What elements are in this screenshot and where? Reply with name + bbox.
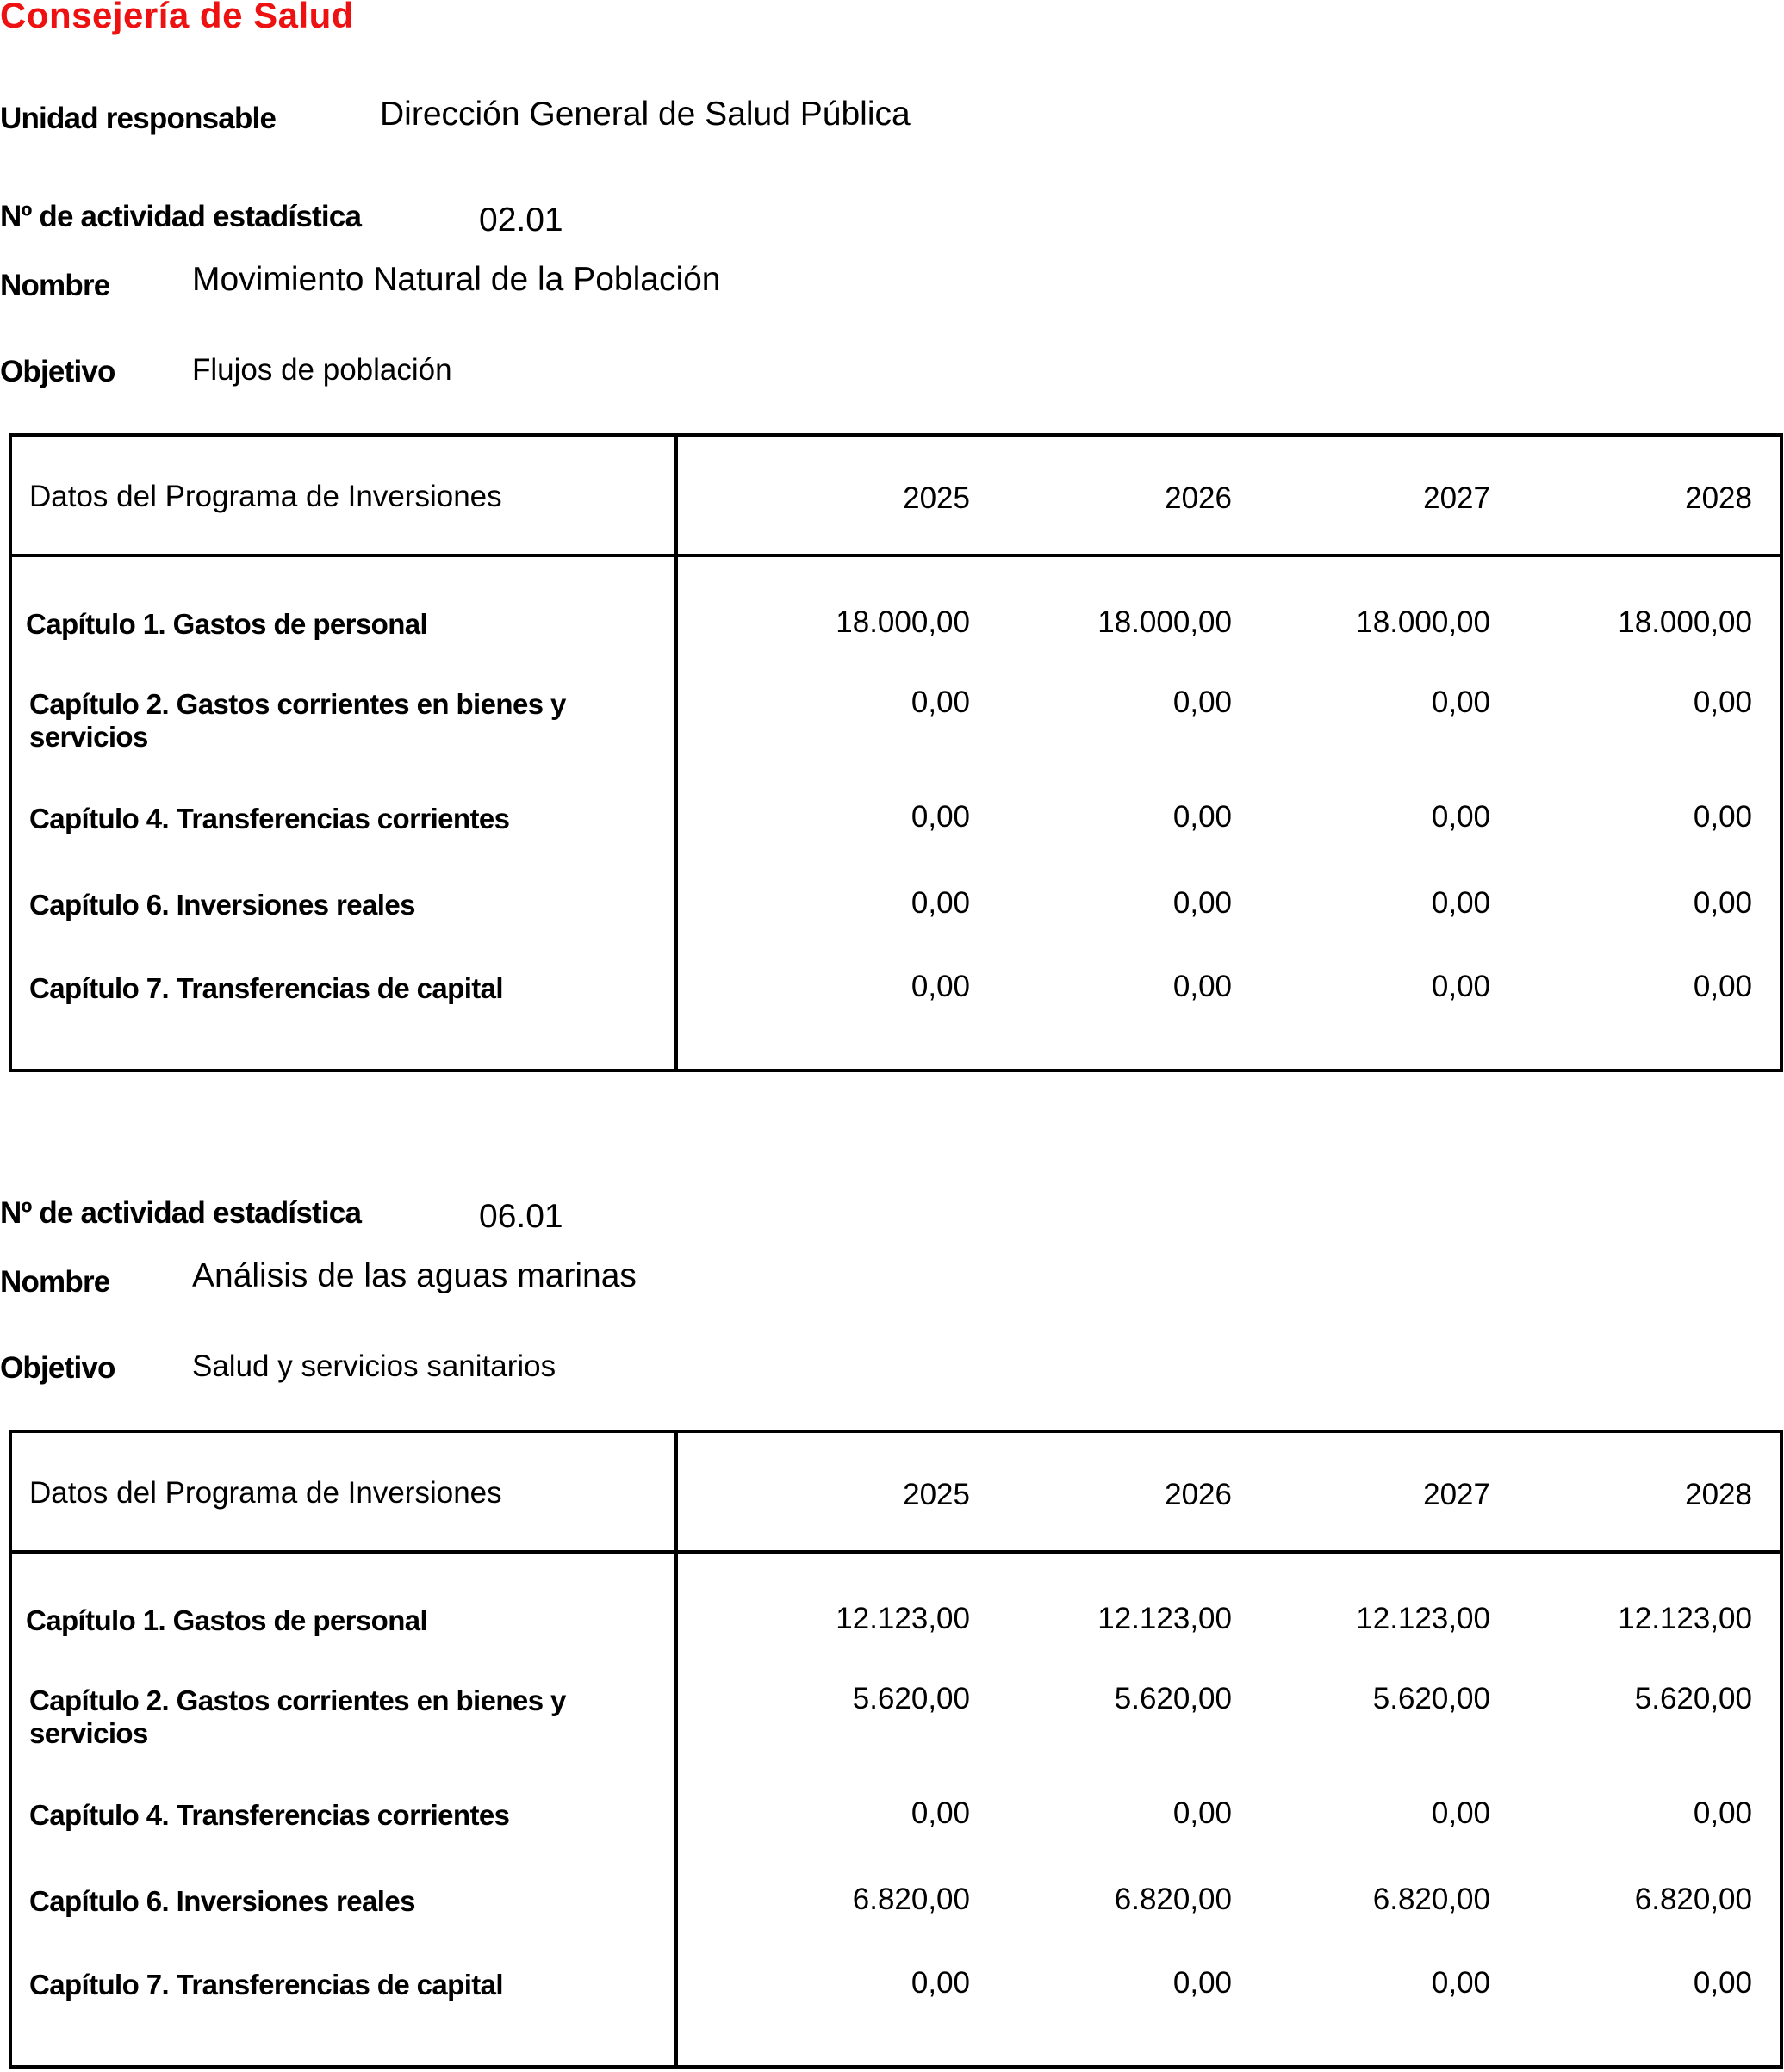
- row-label: Capítulo 6. Inversiones reales: [29, 1885, 415, 1917]
- activity-name-label: Nombre: [0, 1265, 110, 1299]
- row-value: 0,00: [1693, 685, 1752, 719]
- row-value: 6.820,00: [1114, 1883, 1232, 1916]
- activity-objective-value: Salud y servicios sanitarios: [192, 1349, 556, 1383]
- row-value: 0,00: [1172, 1966, 1232, 2000]
- row-value: 0,00: [1693, 1796, 1752, 1830]
- header-divider: [12, 554, 1780, 557]
- unidad-value: Dirección General de Salud Pública: [380, 96, 911, 133]
- unidad-label: Unidad responsable: [0, 102, 277, 135]
- year-header: 2026: [1165, 1478, 1232, 1511]
- row-value: 12.123,00: [1097, 1602, 1232, 1635]
- row-label: Capítulo 7. Transferencias de capital: [29, 972, 503, 1004]
- row-value: 0,00: [1693, 970, 1752, 1003]
- row-value: 0,00: [911, 800, 970, 834]
- row-value: 0,00: [1172, 1796, 1232, 1830]
- column-divider: [674, 1433, 678, 2065]
- activity-number-value: 06.01: [479, 1198, 563, 1235]
- row-value: 0,00: [1693, 1966, 1752, 2000]
- row-value: 0,00: [1172, 886, 1232, 920]
- row-label: Capítulo 4. Transferencias corrientes: [29, 803, 510, 834]
- row-label: Capítulo 7. Transferencias de capital: [29, 1969, 503, 2001]
- row-value: 18.000,00: [1618, 605, 1752, 639]
- row-value: 0,00: [1172, 970, 1232, 1003]
- row-value: 0,00: [1431, 800, 1490, 834]
- activity-number-label: Nº de actividad estadística: [0, 200, 362, 233]
- row-label: Capítulo 4. Transferencias corrientes: [29, 1799, 510, 1831]
- row-value: 0,00: [911, 1796, 970, 1830]
- row-value: 0,00: [911, 1966, 970, 2000]
- row-value: 0,00: [1431, 886, 1490, 920]
- row-value: 5.620,00: [1372, 1682, 1490, 1715]
- row-value: 0,00: [1172, 685, 1232, 719]
- year-header: 2025: [903, 481, 970, 515]
- row-label: Capítulo 2. Gastos corrientes en bienes y servicios: [29, 1684, 566, 1749]
- row-value: 18.000,00: [836, 605, 970, 639]
- row-label: Capítulo 1. Gastos de personal: [26, 608, 428, 640]
- row-value: 5.620,00: [1114, 1682, 1232, 1715]
- investment-table: [9, 433, 1783, 1072]
- header-divider: [12, 1550, 1780, 1554]
- year-header: 2025: [903, 1478, 970, 1511]
- row-value: 12.123,00: [836, 1602, 970, 1635]
- row-value: 0,00: [911, 886, 970, 920]
- row-value: 0,00: [1693, 800, 1752, 834]
- year-header: 2026: [1165, 481, 1232, 515]
- activity-objective-value: Flujos de población: [192, 353, 452, 387]
- row-value: 5.620,00: [852, 1682, 970, 1715]
- row-value: 0,00: [1431, 685, 1490, 719]
- activity-number-value: 02.01: [479, 202, 563, 239]
- row-value: 12.123,00: [1618, 1602, 1752, 1635]
- row-value: 0,00: [911, 685, 970, 719]
- investment-table: [9, 1430, 1783, 2069]
- activity-objective-label: Objetivo: [0, 1351, 115, 1385]
- column-divider: [674, 437, 678, 1069]
- department-title: Consejería de Salud: [0, 0, 354, 35]
- row-value: 0,00: [911, 970, 970, 1003]
- activity-objective-label: Objetivo: [0, 355, 115, 388]
- table-header-label: Datos del Programa de Inversiones: [29, 1476, 502, 1510]
- year-header: 2027: [1423, 1478, 1490, 1511]
- year-header: 2028: [1685, 1478, 1752, 1511]
- row-value: 0,00: [1693, 886, 1752, 920]
- table-header-label: Datos del Programa de Inversiones: [29, 480, 502, 513]
- row-value: 0,00: [1431, 970, 1490, 1003]
- row-value: 6.820,00: [852, 1883, 970, 1916]
- activity-name-value: Análisis de las aguas marinas: [192, 1257, 637, 1294]
- row-value: 0,00: [1172, 800, 1232, 834]
- year-header: 2027: [1423, 481, 1490, 515]
- row-value: 0,00: [1431, 1966, 1490, 2000]
- activity-name-value: Movimiento Natural de la Población: [192, 261, 721, 298]
- activity-name-label: Nombre: [0, 269, 110, 302]
- row-value: 12.123,00: [1356, 1602, 1490, 1635]
- row-label: Capítulo 2. Gastos corrientes en bienes y servicios: [29, 688, 566, 753]
- year-header: 2028: [1685, 481, 1752, 515]
- row-label: Capítulo 6. Inversiones reales: [29, 889, 415, 921]
- row-value: 6.820,00: [1634, 1883, 1752, 1916]
- row-value: 0,00: [1431, 1796, 1490, 1830]
- row-value: 5.620,00: [1634, 1682, 1752, 1715]
- row-value: 18.000,00: [1356, 605, 1490, 639]
- row-label: Capítulo 1. Gastos de personal: [26, 1604, 428, 1636]
- row-value: 6.820,00: [1372, 1883, 1490, 1916]
- row-value: 18.000,00: [1097, 605, 1232, 639]
- activity-number-label: Nº de actividad estadística: [0, 1196, 362, 1230]
